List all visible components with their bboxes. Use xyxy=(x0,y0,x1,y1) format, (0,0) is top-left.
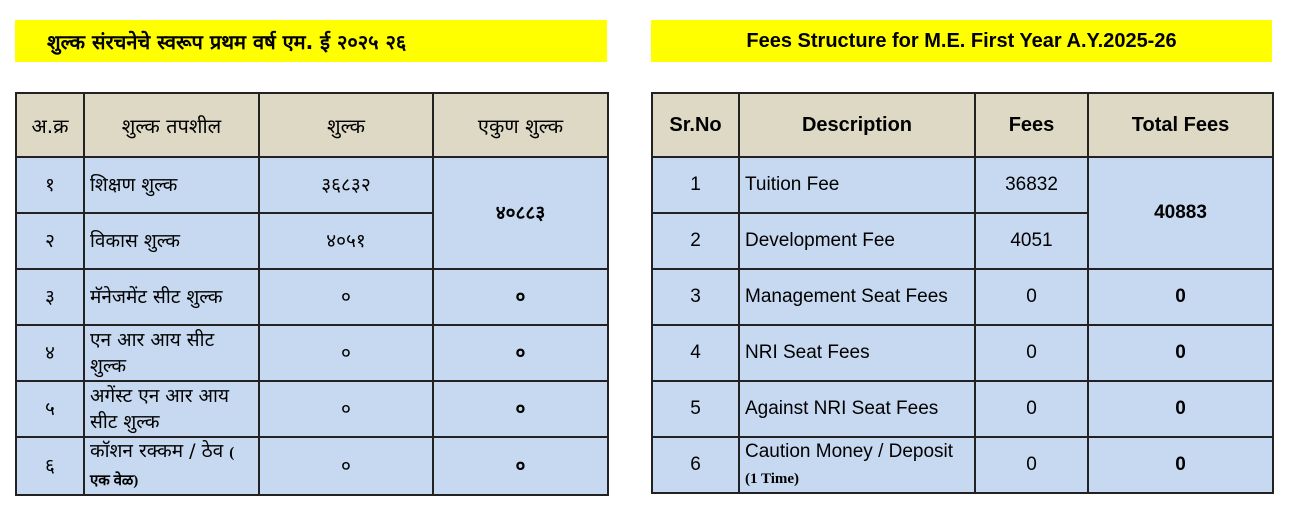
description-cell: Tuition Fee xyxy=(739,157,975,213)
fee-cell: 0 xyxy=(975,269,1088,325)
header-sr: Sr.No xyxy=(652,93,739,157)
table-row xyxy=(652,269,1273,325)
description-text: Caution Money / Deposit xyxy=(745,440,954,462)
fee-cell: ० xyxy=(259,381,433,437)
description-cell: एन आर आय सीट शुल्क xyxy=(84,325,259,381)
total-cell: ० xyxy=(433,437,608,495)
english-title-banner xyxy=(651,20,1272,62)
header-total: एकुण शुल्क xyxy=(433,93,608,157)
table-header-row xyxy=(16,93,608,157)
sr-cell: ४ xyxy=(16,325,84,381)
description-cell: Against NRI Seat Fees xyxy=(739,381,975,437)
sr-cell: 3 xyxy=(652,269,739,325)
sr-cell: 1 xyxy=(652,157,739,213)
combined-total-cell: 40883 xyxy=(1088,157,1273,269)
marathi-title: शुल्क संरचनेचे स्वरूप प्रथम वर्ष एम. ई २०२५ २६ xyxy=(47,29,407,54)
total-cell: 0 xyxy=(1088,381,1273,437)
sr-cell: ६ xyxy=(16,437,84,495)
total-cell: 0 xyxy=(1088,269,1273,325)
total-cell: 0 xyxy=(1088,437,1273,493)
sr-cell: 2 xyxy=(652,213,739,269)
fee-cell: ४०५१ xyxy=(259,213,433,269)
description-cell: शिक्षण शुल्क xyxy=(84,157,259,213)
one-time-note: ( एक वेळ) xyxy=(90,445,235,489)
description-cell xyxy=(84,437,259,495)
combined-total-cell: ४०८८३ xyxy=(433,157,608,269)
fee-cell: 0 xyxy=(975,437,1088,493)
fee-cell: ० xyxy=(259,269,433,325)
fee-cell: ३६८३२ xyxy=(259,157,433,213)
total-cell: 0 xyxy=(1088,325,1273,381)
header-sr: अ.क्र xyxy=(16,93,84,157)
header-description: Description xyxy=(739,93,975,157)
fee-cell: ० xyxy=(259,437,433,495)
description-cell: विकास शुल्क xyxy=(84,213,259,269)
description-cell: Development Fee xyxy=(739,213,975,269)
header-description: शुल्क तपशील xyxy=(84,93,259,157)
table-row xyxy=(652,437,1273,493)
table-row xyxy=(16,157,608,213)
sr-cell: ३ xyxy=(16,269,84,325)
description-cell: NRI Seat Fees xyxy=(739,325,975,381)
sr-cell: 4 xyxy=(652,325,739,381)
total-cell: ० xyxy=(433,325,608,381)
table-row xyxy=(16,269,608,325)
total-cell: ० xyxy=(433,269,608,325)
fee-cell: 36832 xyxy=(975,157,1088,213)
header-total: Total Fees xyxy=(1088,93,1273,157)
total-cell: ० xyxy=(433,381,608,437)
sr-cell: ५ xyxy=(16,381,84,437)
description-cell: Management Seat Fees xyxy=(739,269,975,325)
table-row xyxy=(16,437,608,495)
description-text: कॉशन रक्कम / ठेव xyxy=(90,440,224,462)
fee-cell: ० xyxy=(259,325,433,381)
sr-cell: 5 xyxy=(652,381,739,437)
fee-cell: 0 xyxy=(975,381,1088,437)
table-row xyxy=(16,381,608,437)
table-row xyxy=(652,325,1273,381)
description-cell xyxy=(739,437,975,493)
table-row xyxy=(652,381,1273,437)
english-fees-table xyxy=(651,92,1274,494)
header-fee: Fees xyxy=(975,93,1088,157)
table-header-row xyxy=(652,93,1273,157)
description-cell: मॅनेजमेंट सीट शुल्क xyxy=(84,269,259,325)
description-cell: अगेंस्ट एन आर आय सीट शुल्क xyxy=(84,381,259,437)
table-row xyxy=(16,325,608,381)
sr-cell: २ xyxy=(16,213,84,269)
table-row xyxy=(652,157,1273,213)
fee-cell: 4051 xyxy=(975,213,1088,269)
sr-cell: 6 xyxy=(652,437,739,493)
one-time-note: (1 Time) xyxy=(745,470,800,487)
fee-cell: 0 xyxy=(975,325,1088,381)
header-fee: शुल्क xyxy=(259,93,433,157)
sr-cell: १ xyxy=(16,157,84,213)
marathi-title-banner xyxy=(15,20,607,62)
english-title: Fees Structure for M.E. First Year A.Y.2025-26 xyxy=(746,29,1177,52)
marathi-fees-table xyxy=(15,92,609,496)
